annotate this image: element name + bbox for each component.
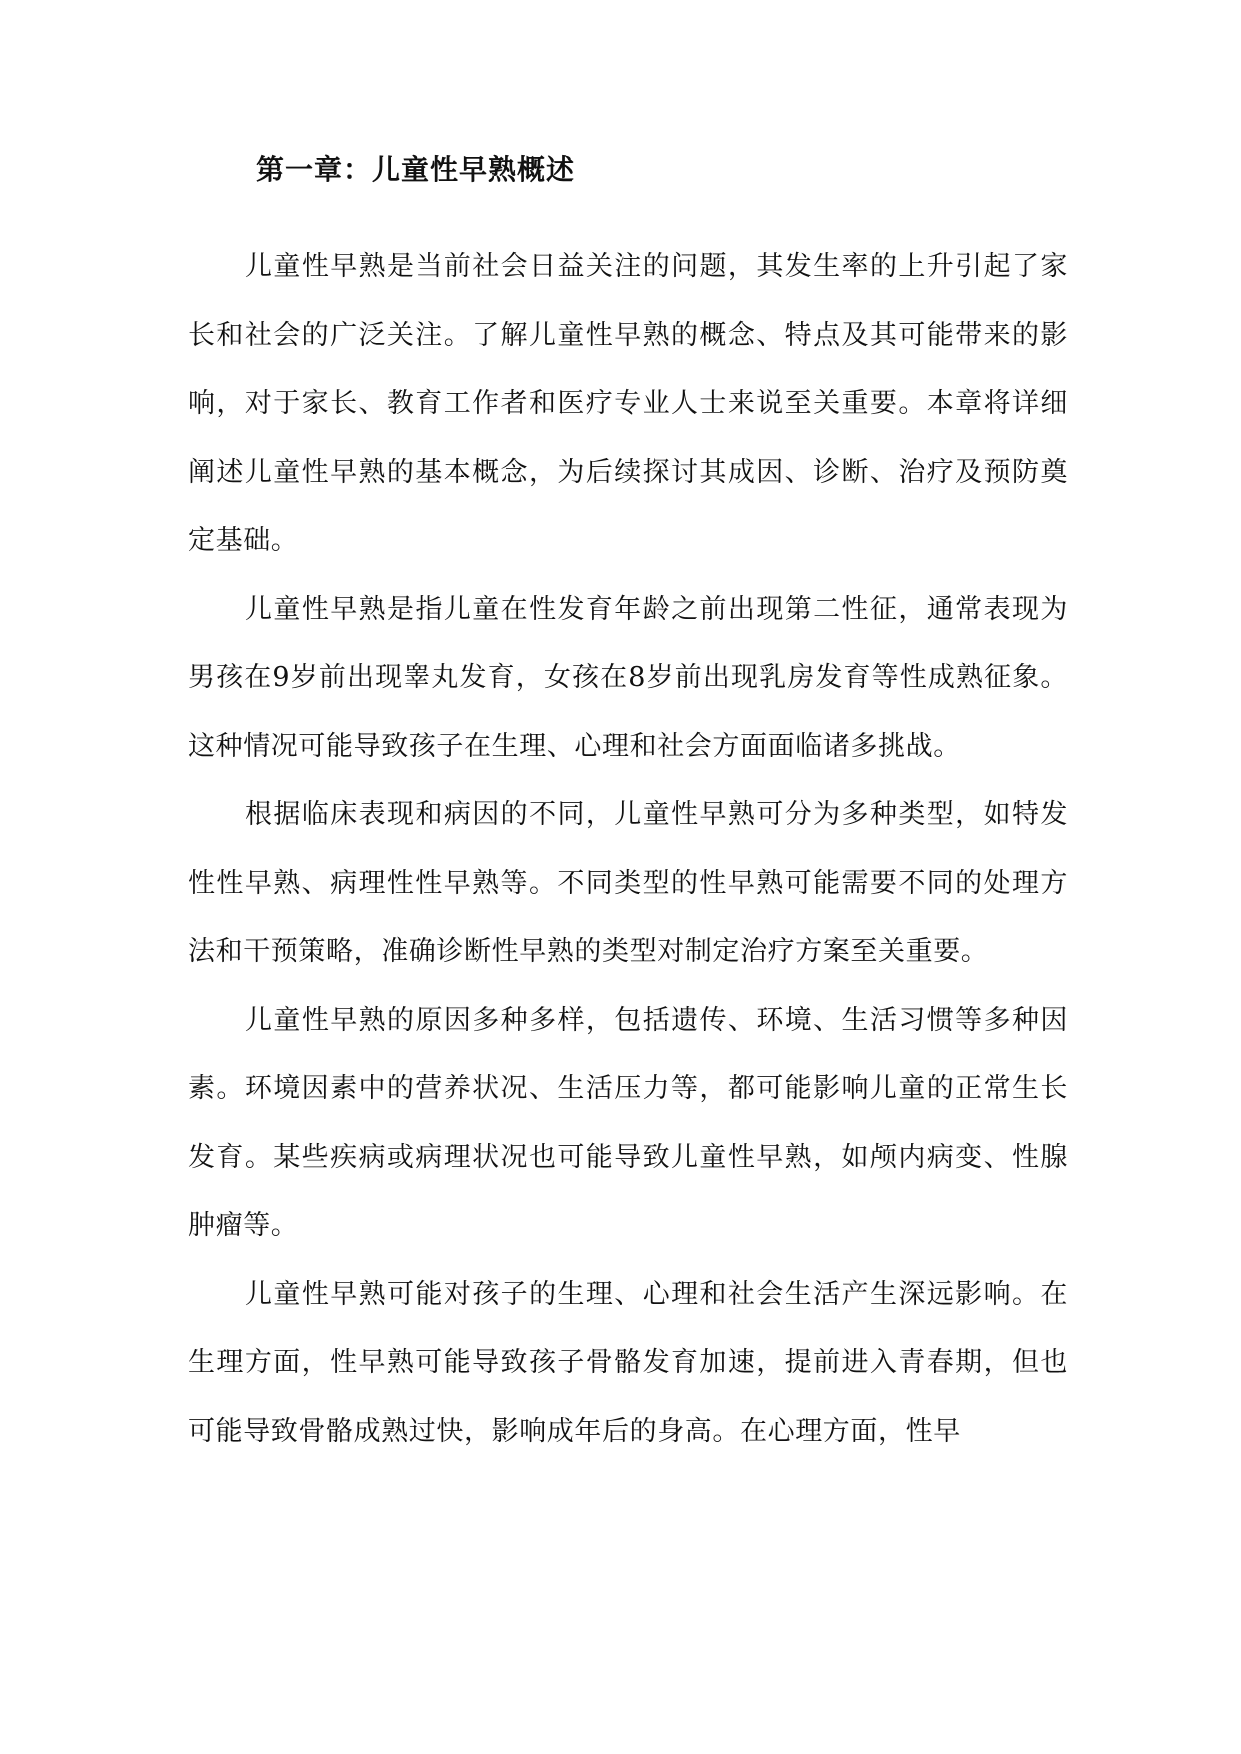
paragraph-types: 根据临床表现和病因的不同，儿童性早熟可分为多种类型，如特发性性早熟、病理性性早熟等。不同类型的性早熟可能需要不同的处理方法和干预策略，准确诊断性早熟的类型对制定治疗方案至关重要。 (188, 799, 1068, 967)
paragraph-definition: 儿童性早熟是指儿童在性发育年龄之前出现第二性征，通常表现为男孩在9岁前出现睾丸发育，女孩在8岁前出现乳房发育等性成熟征象。这种情况可能导致孩子在生理、心理和社会方面面临诸多挑战。 (188, 593, 1068, 762)
paragraph-intro: 儿童性早熟是当前社会日益关注的问题，其发生率的上升引起了家长和社会的广泛关注。了解儿童性早熟的概念、特点及其可能带来的影响，对于家长、教育工作者和医疗专业人士来说至关重要。本章将详细阐述儿童性早熟的基本概念，为后续探讨其成因、诊断、治疗及预防奠定基础。 (188, 251, 1068, 556)
body-text (188, 233, 1068, 1466)
paragraph-causes: 儿童性早熟的原因多种多样，包括遗传、环境、生活习惯等多种因素。环境因素中的营养状况、生活压力等，都可能影响儿童的正常生长发育。某些疾病或病理状况也可能导致儿童性早熟，如颅内病变、性腺肿瘤等。 (188, 1004, 1068, 1241)
chapter-title: 第一章：儿童性早熟概述 (256, 153, 576, 186)
paragraph-effects: 儿童性早熟可能对孩子的生理、心理和社会生活产生深远影响。在生理方面，性早熟可能导致孩子骨骼发育加速，提前进入青春期，但也可能导致骨骼成熟过快，影响成年后的身高。在心理方面，性早 (188, 1278, 1068, 1447)
